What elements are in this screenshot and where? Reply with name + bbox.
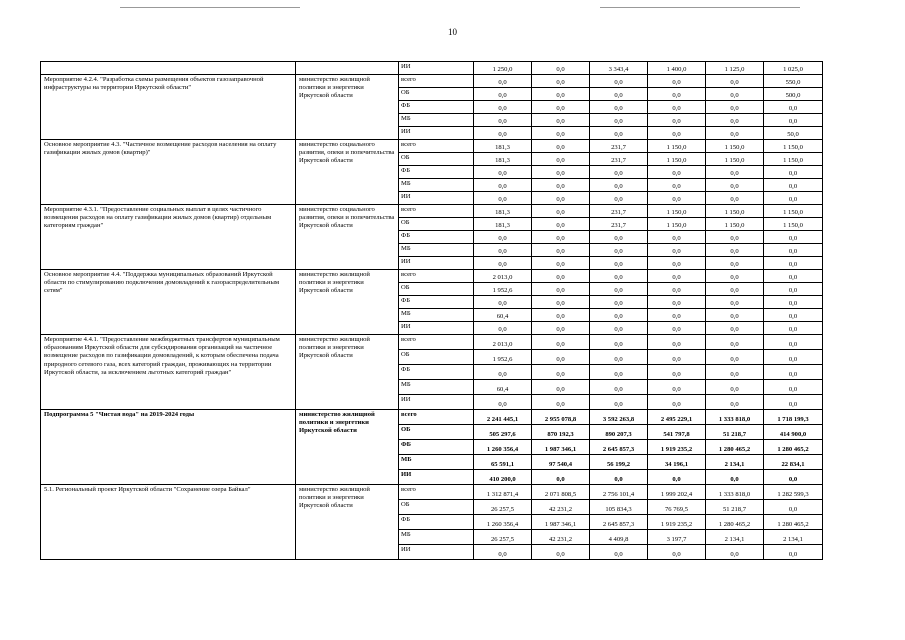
amount-cell: 181,3	[474, 153, 532, 166]
amount-cell: 0,0	[706, 257, 764, 270]
funding-source: ФБ	[399, 296, 474, 309]
funding-source: ИИ	[399, 62, 474, 75]
responsible-executor: министерство жилищной политики и энергетики Иркутской области	[296, 335, 399, 410]
amount-cell: 2 134,1	[764, 530, 823, 545]
funding-source: ОБ	[399, 500, 474, 515]
funding-source: ФБ	[399, 101, 474, 114]
page-number: 10	[448, 27, 457, 37]
amount-cell: 1 150,0	[764, 205, 823, 218]
amount-cell: 0,0	[532, 218, 590, 231]
amount-cell: 2 645 857,3	[590, 440, 648, 455]
responsible-executor: министерство жилищной политики и энергетики Иркутской области	[296, 75, 399, 140]
amount-cell: 0,0	[532, 545, 590, 560]
funding-source: МБ	[399, 309, 474, 322]
amount-cell: 0,0	[764, 231, 823, 244]
amount-cell: 2 134,1	[706, 455, 764, 470]
amount-cell: 0,0	[764, 244, 823, 257]
amount-cell: 0,0	[532, 470, 590, 485]
amount-cell: 231,7	[590, 205, 648, 218]
funding-source: ОБ	[399, 218, 474, 231]
amount-cell: 0,0	[474, 192, 532, 205]
amount-cell: 890 207,3	[590, 425, 648, 440]
amount-cell: 0,0	[590, 75, 648, 88]
amount-cell: 65 591,1	[474, 455, 532, 470]
funding-source: ФБ	[399, 166, 474, 179]
amount-cell: 0,0	[648, 101, 706, 114]
amount-cell: 0,0	[474, 101, 532, 114]
amount-cell: 34 196,1	[648, 455, 706, 470]
amount-cell: 2 495 229,1	[648, 410, 706, 425]
funding-source: всего	[399, 270, 474, 283]
funding-source: всего	[399, 410, 474, 425]
funding-source: всего	[399, 205, 474, 218]
program-name: Мероприятие 4.4.1. "Предоставление межбюджетных трансфертов муниципальным образованиям Иркутской области для субсидирования организаций на частичное возмещение расходов по газификации домовладений, к которым обеспечена подача природного сетевого газа, всех категорий граждан, проживающих на территории Иркутской области, за исключением льготных категорий граждан"	[41, 335, 296, 410]
amount-cell: 0,0	[474, 166, 532, 179]
program-name: Основное мероприятие 4.3. "Частичное возмещение расходов населения на оплату газификации жилых домов (квартир)"	[41, 140, 296, 205]
amount-cell: 0,0	[532, 335, 590, 350]
program-name: Мероприятие 4.2.4. "Разработка схемы размещения объектов газозаправочной инфраструктуры на территории Иркутской области"	[41, 75, 296, 140]
amount-cell: 2 645 857,3	[590, 515, 648, 530]
amount-cell: 541 797,8	[648, 425, 706, 440]
amount-cell: 1 260 356,4	[474, 440, 532, 455]
amount-cell: 56 199,2	[590, 455, 648, 470]
funding-source: ОБ	[399, 425, 474, 440]
amount-cell: 0,0	[590, 114, 648, 127]
amount-cell: 2 071 808,5	[532, 485, 590, 500]
amount-cell: 1 952,6	[474, 283, 532, 296]
amount-cell: 1 125,0	[706, 62, 764, 75]
amount-cell: 0,0	[706, 350, 764, 365]
program-name: Мероприятие 4.3.1. "Предоставление социальных выплат в целях частичного возмещения расходов на оплату газификации жилых домов (квартир) отдельным категориям граждан"	[41, 205, 296, 270]
amount-cell: 0,0	[706, 127, 764, 140]
amount-cell: 0,0	[648, 309, 706, 322]
amount-cell: 1 333 818,0	[706, 410, 764, 425]
amount-cell: 0,0	[474, 127, 532, 140]
amount-cell: 0,0	[532, 179, 590, 192]
amount-cell: 0,0	[532, 140, 590, 153]
amount-cell: 0,0	[532, 127, 590, 140]
amount-cell: 0,0	[648, 380, 706, 395]
amount-cell: 0,0	[590, 283, 648, 296]
amount-cell: 0,0	[706, 88, 764, 101]
amount-cell: 0,0	[648, 75, 706, 88]
amount-cell: 0,0	[648, 114, 706, 127]
funding-source: всего	[399, 335, 474, 350]
amount-cell: 1 280 465,2	[706, 440, 764, 455]
amount-cell: 0,0	[764, 179, 823, 192]
amount-cell: 1 025,0	[764, 62, 823, 75]
amount-cell: 0,0	[648, 257, 706, 270]
amount-cell: 0,0	[648, 270, 706, 283]
amount-cell: 2 013,0	[474, 270, 532, 283]
amount-cell: 0,0	[474, 322, 532, 335]
responsible-executor: министерство социального развития, опеки и попечительства Иркутской области	[296, 205, 399, 270]
responsible-executor: министерство жилищной политики и энергетики Иркутской области	[296, 485, 399, 560]
amount-cell: 1 150,0	[764, 140, 823, 153]
amount-cell: 1 718 199,3	[764, 410, 823, 425]
amount-cell: 1 333 818,0	[706, 485, 764, 500]
funding-source: ИИ	[399, 322, 474, 335]
table-row	[41, 75, 823, 88]
funding-source: ОБ	[399, 350, 474, 365]
program-name-cell-empty	[41, 62, 296, 75]
responsible-executor: министерство социального развития, опеки и попечительства Иркутской области	[296, 140, 399, 205]
amount-cell: 0,0	[764, 545, 823, 560]
amount-cell: 0,0	[532, 257, 590, 270]
funding-source: ОБ	[399, 88, 474, 101]
amount-cell: 1 150,0	[706, 218, 764, 231]
amount-cell: 0,0	[648, 470, 706, 485]
budget-table	[40, 61, 823, 560]
amount-cell: 2 955 078,8	[532, 410, 590, 425]
amount-cell: 414 900,0	[764, 425, 823, 440]
amount-cell: 1 150,0	[648, 218, 706, 231]
amount-cell: 0,0	[706, 296, 764, 309]
amount-cell: 0,0	[706, 365, 764, 380]
amount-cell: 0,0	[532, 322, 590, 335]
amount-cell: 0,0	[532, 192, 590, 205]
amount-cell: 0,0	[648, 244, 706, 257]
amount-cell: 505 297,6	[474, 425, 532, 440]
amount-cell: 231,7	[590, 218, 648, 231]
amount-cell: 0,0	[590, 192, 648, 205]
amount-cell: 1 150,0	[706, 140, 764, 153]
amount-cell: 0,0	[648, 179, 706, 192]
amount-cell: 0,0	[706, 395, 764, 410]
amount-cell: 0,0	[648, 192, 706, 205]
amount-cell: 1 150,0	[706, 153, 764, 166]
amount-cell: 0,0	[706, 179, 764, 192]
amount-cell: 0,0	[532, 231, 590, 244]
amount-cell: 0,0	[706, 244, 764, 257]
amount-cell: 870 192,3	[532, 425, 590, 440]
amount-cell: 0,0	[706, 192, 764, 205]
amount-cell: 0,0	[648, 166, 706, 179]
amount-cell: 0,0	[590, 88, 648, 101]
amount-cell: 0,0	[648, 545, 706, 560]
amount-cell: 0,0	[590, 101, 648, 114]
funding-source: МБ	[399, 455, 474, 470]
amount-cell: 3 592 263,8	[590, 410, 648, 425]
amount-cell: 0,0	[532, 350, 590, 365]
amount-cell: 0,0	[590, 166, 648, 179]
amount-cell: 105 834,3	[590, 500, 648, 515]
funding-source: ИИ	[399, 545, 474, 560]
amount-cell: 0,0	[764, 296, 823, 309]
amount-cell: 0,0	[764, 114, 823, 127]
amount-cell: 0,0	[590, 350, 648, 365]
amount-cell: 0,0	[590, 179, 648, 192]
table-row	[41, 270, 823, 283]
amount-cell: 50,0	[764, 127, 823, 140]
amount-cell: 97 540,4	[532, 455, 590, 470]
amount-cell: 0,0	[532, 114, 590, 127]
funding-source: всего	[399, 485, 474, 500]
amount-cell: 0,0	[532, 283, 590, 296]
funding-source: ИИ	[399, 257, 474, 270]
amount-cell: 0,0	[706, 470, 764, 485]
amount-cell: 0,0	[590, 244, 648, 257]
amount-cell: 0,0	[764, 365, 823, 380]
amount-cell: 51 218,7	[706, 425, 764, 440]
amount-cell: 0,0	[474, 75, 532, 88]
amount-cell: 410 200,0	[474, 470, 532, 485]
amount-cell: 0,0	[648, 283, 706, 296]
amount-cell: 0,0	[474, 296, 532, 309]
funding-source: МБ	[399, 179, 474, 192]
amount-cell: 0,0	[706, 270, 764, 283]
amount-cell: 0,0	[590, 322, 648, 335]
amount-cell: 3 197,7	[648, 530, 706, 545]
amount-cell: 181,3	[474, 205, 532, 218]
amount-cell: 0,0	[706, 309, 764, 322]
amount-cell: 42 231,2	[532, 500, 590, 515]
amount-cell: 0,0	[590, 470, 648, 485]
funding-source: ФБ	[399, 440, 474, 455]
amount-cell: 0,0	[532, 62, 590, 75]
amount-cell: 0,0	[590, 257, 648, 270]
amount-cell: 0,0	[590, 545, 648, 560]
amount-cell: 0,0	[706, 545, 764, 560]
top-rule-right	[600, 7, 800, 8]
amount-cell: 3 343,4	[590, 62, 648, 75]
amount-cell: 0,0	[532, 153, 590, 166]
amount-cell: 0,0	[764, 192, 823, 205]
amount-cell: 0,0	[706, 75, 764, 88]
amount-cell: 0,0	[532, 244, 590, 257]
amount-cell: 0,0	[590, 395, 648, 410]
funding-source: ИИ	[399, 127, 474, 140]
amount-cell: 76 769,5	[648, 500, 706, 515]
amount-cell: 0,0	[764, 335, 823, 350]
amount-cell: 0,0	[764, 257, 823, 270]
table-row	[41, 485, 823, 500]
amount-cell: 0,0	[532, 296, 590, 309]
funding-source: ИИ	[399, 470, 474, 485]
funding-source: МБ	[399, 244, 474, 257]
amount-cell: 0,0	[474, 257, 532, 270]
amount-cell: 0,0	[764, 395, 823, 410]
amount-cell: 0,0	[474, 395, 532, 410]
program-name: Подпрограмма 5 "Чистая вода" на 2019-2024 годы	[41, 410, 296, 485]
amount-cell: 60,4	[474, 309, 532, 322]
amount-cell: 0,0	[474, 88, 532, 101]
amount-cell: 0,0	[474, 231, 532, 244]
amount-cell: 0,0	[648, 395, 706, 410]
amount-cell: 0,0	[648, 350, 706, 365]
amount-cell: 0,0	[648, 231, 706, 244]
amount-cell: 0,0	[474, 114, 532, 127]
amount-cell: 42 231,2	[532, 530, 590, 545]
amount-cell: 0,0	[764, 283, 823, 296]
amount-cell: 1 150,0	[764, 218, 823, 231]
responsible-executor: министерство жилищной политики и энергетики Иркутской области	[296, 410, 399, 485]
amount-cell: 0,0	[648, 88, 706, 101]
amount-cell: 231,7	[590, 153, 648, 166]
amount-cell: 231,7	[590, 140, 648, 153]
amount-cell: 181,3	[474, 140, 532, 153]
funding-source: МБ	[399, 530, 474, 545]
amount-cell: 0,0	[706, 283, 764, 296]
amount-cell: 0,0	[706, 101, 764, 114]
table-row	[41, 140, 823, 153]
funding-source: ФБ	[399, 365, 474, 380]
amount-cell: 1 312 871,4	[474, 485, 532, 500]
amount-cell: 0,0	[764, 270, 823, 283]
amount-cell: 500,0	[764, 88, 823, 101]
funding-source: всего	[399, 140, 474, 153]
amount-cell: 51 218,7	[706, 500, 764, 515]
amount-cell: 0,0	[590, 231, 648, 244]
amount-cell: 0,0	[532, 309, 590, 322]
amount-cell: 22 834,1	[764, 455, 823, 470]
amount-cell: 1 280 465,2	[706, 515, 764, 530]
amount-cell: 0,0	[648, 365, 706, 380]
amount-cell: 0,0	[532, 395, 590, 410]
amount-cell: 0,0	[532, 88, 590, 101]
amount-cell: 0,0	[648, 322, 706, 335]
amount-cell: 0,0	[532, 75, 590, 88]
amount-cell: 0,0	[532, 205, 590, 218]
amount-cell: 0,0	[706, 231, 764, 244]
amount-cell: 2 756 101,4	[590, 485, 648, 500]
amount-cell: 550,0	[764, 75, 823, 88]
amount-cell: 0,0	[764, 322, 823, 335]
amount-cell: 1 150,0	[648, 153, 706, 166]
amount-cell: 0,0	[474, 244, 532, 257]
amount-cell: 0,0	[532, 101, 590, 114]
funding-source: ОБ	[399, 283, 474, 296]
funding-source: ИИ	[399, 192, 474, 205]
amount-cell: 0,0	[474, 179, 532, 192]
amount-cell: 1 952,6	[474, 350, 532, 365]
amount-cell: 0,0	[764, 380, 823, 395]
program-name: 5.1. Региональный проект Иркутской области "Сохранение озера Байкал"	[41, 485, 296, 560]
amount-cell: 26 257,5	[474, 530, 532, 545]
amount-cell: 0,0	[532, 380, 590, 395]
amount-cell: 2 013,0	[474, 335, 532, 350]
amount-cell: 1 280 465,2	[764, 440, 823, 455]
program-name: Основное мероприятие 4.4. "Поддержка муниципальных образований Иркутской области по стимулированию подключения домовладений к газораспределительным сетям"	[41, 270, 296, 335]
table-row	[41, 410, 823, 425]
amount-cell: 0,0	[764, 101, 823, 114]
amount-cell: 0,0	[590, 335, 648, 350]
budget-table-body	[41, 62, 823, 560]
amount-cell: 0,0	[590, 127, 648, 140]
amount-cell: 0,0	[706, 166, 764, 179]
amount-cell: 26 257,5	[474, 500, 532, 515]
amount-cell: 1 150,0	[764, 153, 823, 166]
amount-cell: 0,0	[764, 500, 823, 515]
amount-cell: 0,0	[532, 270, 590, 283]
top-rule-left	[120, 7, 300, 8]
amount-cell: 0,0	[590, 380, 648, 395]
amount-cell: 1 999 202,4	[648, 485, 706, 500]
amount-cell: 0,0	[764, 470, 823, 485]
amount-cell: 1 919 235,2	[648, 440, 706, 455]
amount-cell: 1 260 356,4	[474, 515, 532, 530]
funding-source: ОБ	[399, 153, 474, 166]
amount-cell: 0,0	[532, 365, 590, 380]
funding-source: всего	[399, 75, 474, 88]
amount-cell: 60,4	[474, 380, 532, 395]
funding-source: МБ	[399, 380, 474, 395]
amount-cell: 0,0	[706, 335, 764, 350]
amount-cell: 2 241 445,1	[474, 410, 532, 425]
amount-cell: 0,0	[648, 296, 706, 309]
responsible-executor: министерство жилищной политики и энергетики Иркутской области	[296, 270, 399, 335]
amount-cell: 1 282 599,3	[764, 485, 823, 500]
funding-source: МБ	[399, 114, 474, 127]
amount-cell: 0,0	[706, 380, 764, 395]
amount-cell: 1 400,0	[648, 62, 706, 75]
table-row	[41, 205, 823, 218]
amount-cell: 0,0	[590, 296, 648, 309]
funding-source: ФБ	[399, 515, 474, 530]
amount-cell: 0,0	[648, 335, 706, 350]
table-row	[41, 335, 823, 350]
amount-cell: 0,0	[590, 365, 648, 380]
amount-cell: 0,0	[706, 322, 764, 335]
amount-cell: 0,0	[474, 545, 532, 560]
amount-cell: 0,0	[764, 309, 823, 322]
amount-cell: 1 987 346,1	[532, 515, 590, 530]
amount-cell: 1 150,0	[648, 205, 706, 218]
amount-cell: 0,0	[590, 270, 648, 283]
amount-cell: 1 150,0	[706, 205, 764, 218]
amount-cell: 181,3	[474, 218, 532, 231]
amount-cell: 1 987 346,1	[532, 440, 590, 455]
amount-cell: 1 250,0	[474, 62, 532, 75]
amount-cell: 1 150,0	[648, 140, 706, 153]
executor-cell-empty	[296, 62, 399, 75]
table-row	[41, 62, 823, 75]
amount-cell: 0,0	[474, 365, 532, 380]
amount-cell: 0,0	[648, 127, 706, 140]
amount-cell: 1 919 235,2	[648, 515, 706, 530]
amount-cell: 0,0	[764, 350, 823, 365]
amount-cell: 2 134,1	[706, 530, 764, 545]
amount-cell: 0,0	[706, 114, 764, 127]
funding-source: ФБ	[399, 231, 474, 244]
amount-cell: 0,0	[532, 166, 590, 179]
funding-source: ИИ	[399, 395, 474, 410]
amount-cell: 1 280 465,2	[764, 515, 823, 530]
amount-cell: 4 409,8	[590, 530, 648, 545]
amount-cell: 0,0	[590, 309, 648, 322]
amount-cell: 0,0	[764, 166, 823, 179]
